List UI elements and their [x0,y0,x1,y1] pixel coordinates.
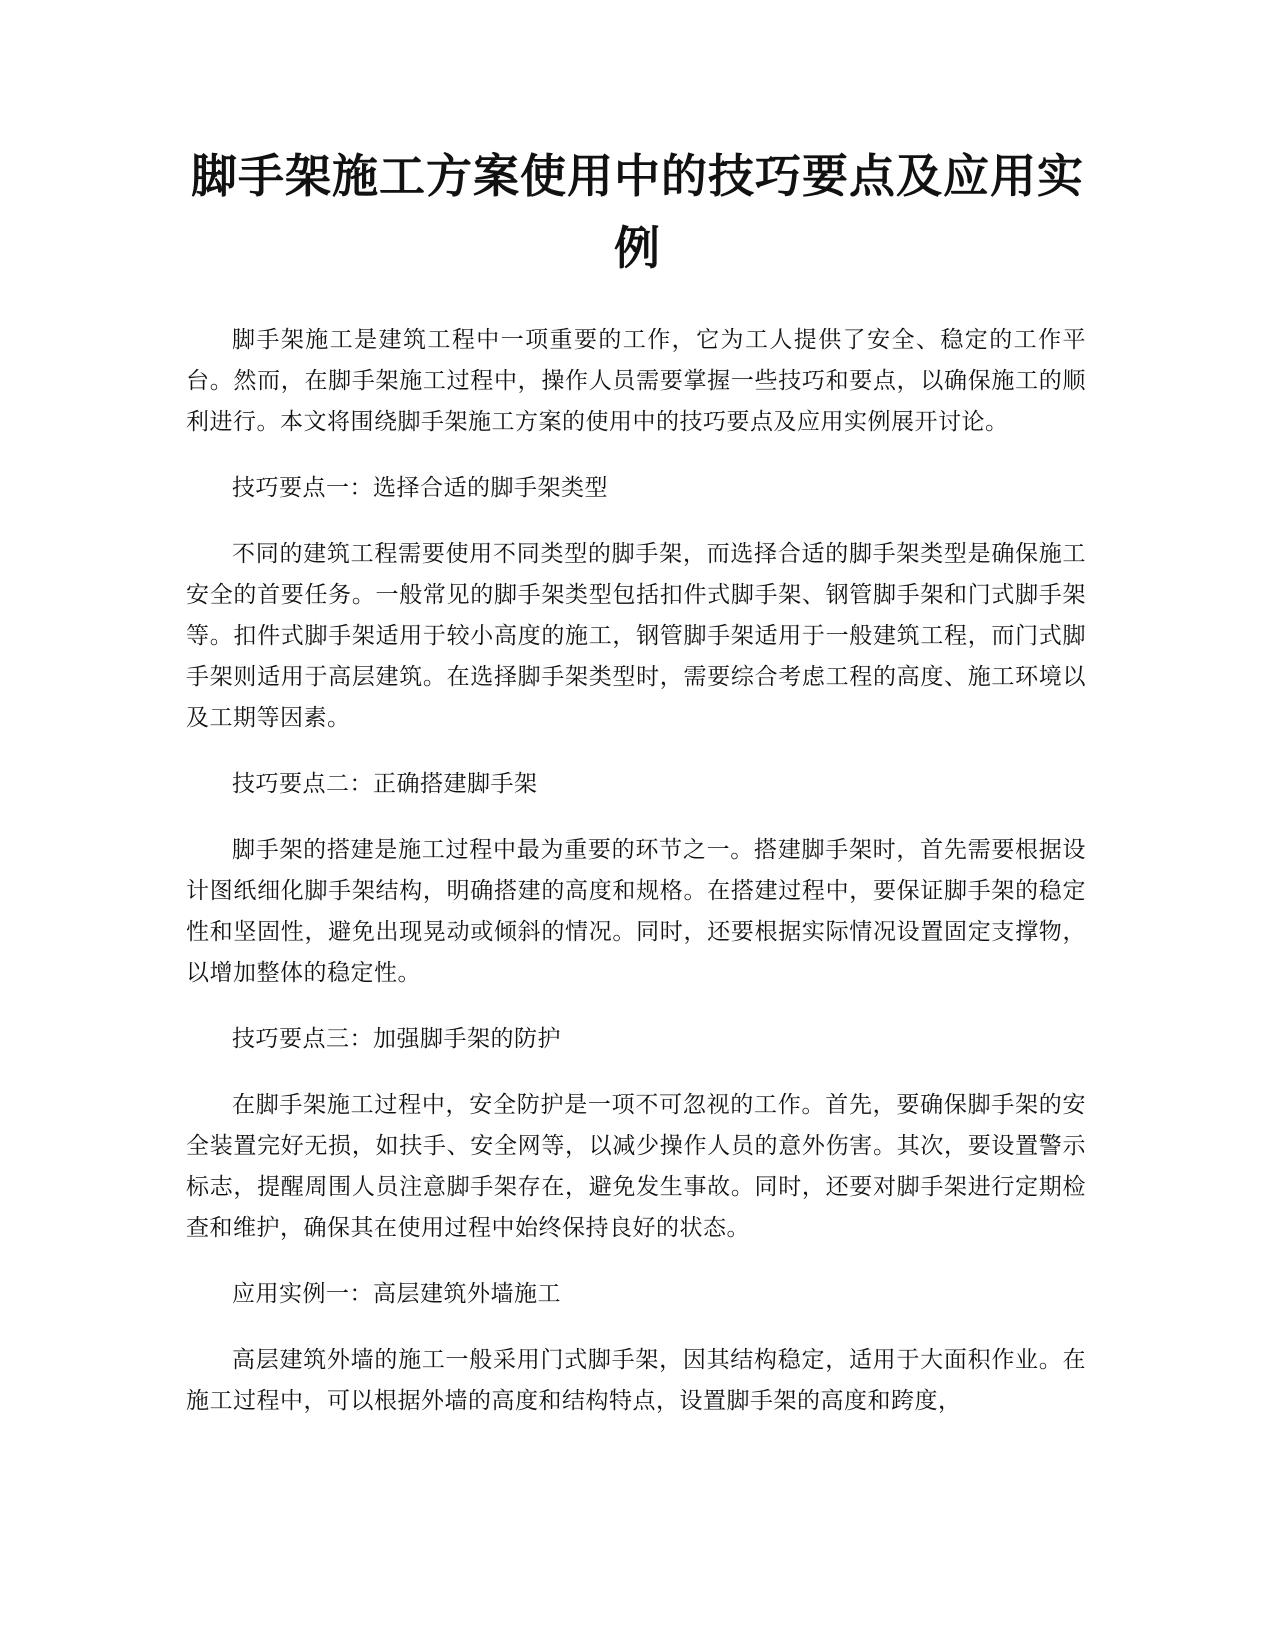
section-heading-tip-3: 技巧要点三：加强脚手架的防护 [232,1026,561,1052]
section-heading-tip-2: 技巧要点二：正确搭建脚手架 [232,771,538,797]
section-paragraph-example-1: 高层建筑外墙的施工一般采用门式脚手架，因其结构稳定，适用于大面积作业。在施工过程中，可以根据外墙的高度和结构特点，设置脚手架的高度和跨度， [186,1347,1086,1414]
document-body [186,320,1086,1447]
intro-paragraph: 脚手架施工是建筑工程中一项重要的工作，它为工人提供了安全、稳定的工作平台。然而，在脚手架施工过程中，操作人员需要掌握一些技巧和要点，以确保施工的顺利进行。本文将围绕脚手架施工方案的使用中的技巧要点及应用实例展开讨论。 [186,327,1086,435]
section-heading-example-1: 应用实例一：高层建筑外墙施工 [232,1281,561,1307]
document-title: 脚手架施工方案使用中的技巧要点及应用实例 [191,149,1084,275]
section-paragraph-tip-1: 不同的建筑工程需要使用不同类型的脚手架，而选择合适的脚手架类型是确保施工安全的首要任务。一般常见的脚手架类型包括扣件式脚手架、钢管脚手架和门式脚手架等。扣件式脚手架适用于较小高度的施工，钢管脚手架适用于一般建筑工程，而门式脚手架则适用于高层建筑。在选择脚手架类型时，需要综合考虑工程的高度、施工环境以及工期等因素。 [186,541,1086,731]
section-heading-tip-1: 技巧要点一：选择合适的脚手架类型 [232,475,608,501]
section-paragraph-tip-2: 脚手架的搭建是施工过程中最为重要的环节之一。搭建脚手架时，首先需要根据设计图纸细化脚手架结构，明确搭建的高度和规格。在搭建过程中，要保证脚手架的稳定性和坚固性，避免出现晃动或倾斜的情况。同时，还要根据实际情况设置固定支撑物，以增加整体的稳定性。 [186,837,1086,986]
section-paragraph-tip-3: 在脚手架施工过程中，安全防护是一项不可忽视的工作。首先，要确保脚手架的安全装置完好无损，如扶手、安全网等，以减少操作人员的意外伤害。其次，要设置警示标志，提醒周围人员注意脚手架存在，避免发生事故。同时，还要对脚手架进行定期检查和维护，确保其在使用过程中始终保持良好的状态。 [186,1092,1086,1241]
